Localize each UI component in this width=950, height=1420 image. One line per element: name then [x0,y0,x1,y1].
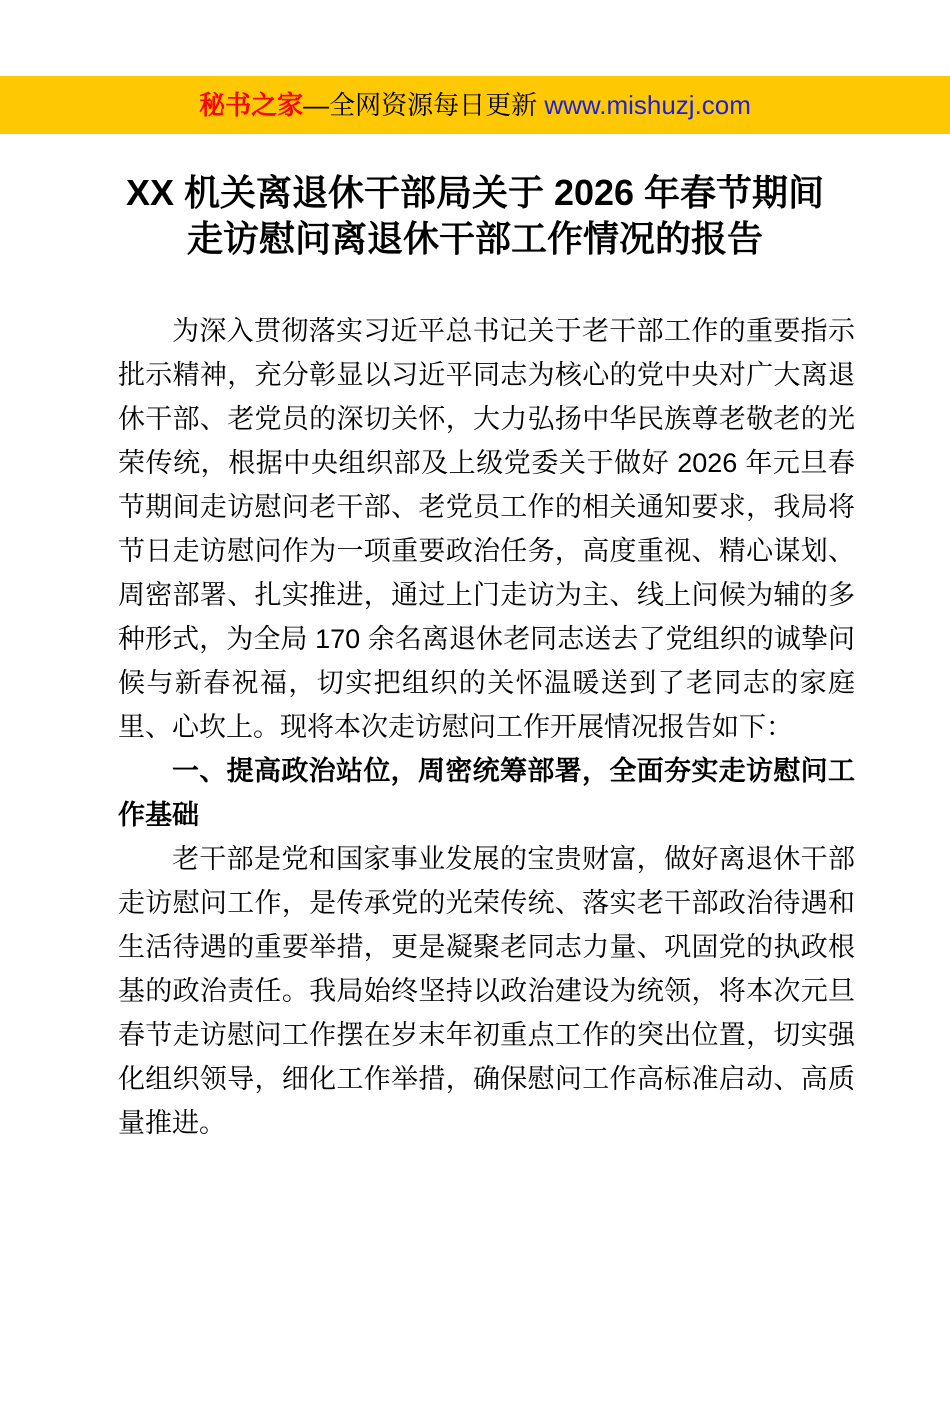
document-title [0,170,950,262]
paragraph-section-1: 老干部是党和国家事业发展的宝贵财富，做好离退休干部走访慰问工作，是传承党的光荣传统、落实老干部政治待遇和生活待遇的重要举措，更是凝聚老同志力量、巩固党的执政根基的政治责任。我局始终坚持以政治建设为统领，将本次元旦春节走访慰问工作摆在岁末年初重点工作的突出位置，切实强化组织领导，细化工作举措，确保慰问工作高标准启动、高质量推进。 [118,844,855,1138]
site-url-link[interactable]: www.mishuzj.com [544,90,751,120]
section-heading-1: 一、提高政治站位，周密统筹部署，全面夯实走访慰问工作基础 [118,756,855,830]
site-banner [0,76,950,134]
site-brand: 秘书之家 [199,90,304,120]
site-tagline: —全网资源每日更新 [303,90,545,120]
document-body [118,309,855,1145]
paragraph-intro: 为深入贯彻落实习近平总书记关于老干部工作的重要指示批示精神，充分彰显以习近平同志为核心的党中央对广大离退休干部、老党员的深切关怀，大力弘扬中华民族尊老敬老的光荣传统，根据中央组织部及上级党委关于做好 2026 年元旦春节期间走访慰问老干部、老党员工作的相关通知要求，我局将节日走访慰问作为一项重要政治任务，高度重视、精心谋划、周密部署、扎实推进，通过上门走访为主、线上问候为辅的多种形式，为全局 170 余名离退休老同志送去了党组织的诚挚问候与新春祝福，切实把组织的关怀温暖送到了老同志的家庭里、心坎上。现将本次走访慰问工作开展情况报告如下： [118,316,855,742]
document-title-line-2: 走访慰问离退休干部工作情况的报告 [186,218,763,259]
document-title-line-1: XX 机关离退休干部局关于 2026 年春节期间 [125,172,825,213]
